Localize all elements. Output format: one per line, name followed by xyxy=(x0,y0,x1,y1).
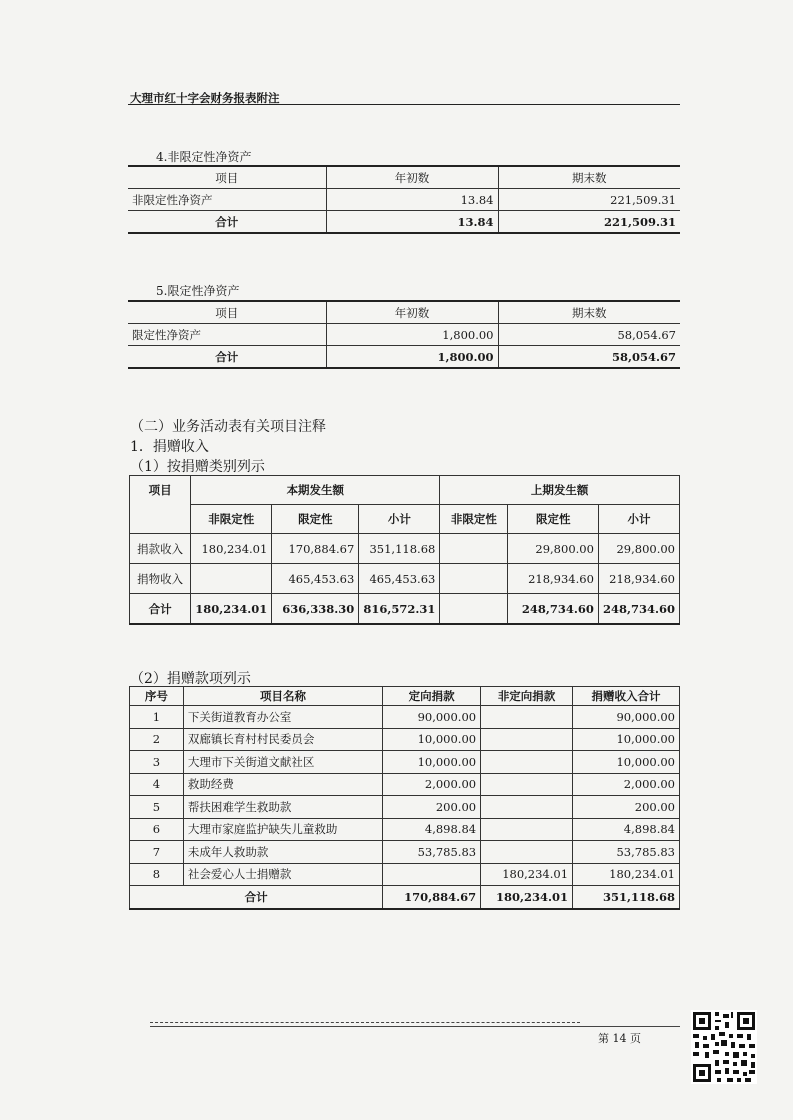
footer-rule xyxy=(150,1026,680,1027)
row-total: 10,000.00 xyxy=(573,728,680,751)
col-header-name: 项目名称 xyxy=(183,687,382,706)
total-value: 248,734.60 xyxy=(598,594,679,625)
row-no: 4 xyxy=(130,773,184,796)
row-total: 53,785.83 xyxy=(573,841,680,864)
row-undirected xyxy=(481,796,573,819)
total-value: 248,734.60 xyxy=(508,594,598,625)
total-label: 合计 xyxy=(128,211,326,234)
donation-list-title: （2）捐赠款项列示 xyxy=(130,671,251,687)
cell-value: 465,453.63 xyxy=(359,564,440,594)
row-name: 帮扶困难学生救助款 xyxy=(183,796,382,819)
cell-value: 170,884.67 xyxy=(272,534,359,564)
col-header-item: 项目 xyxy=(130,476,191,534)
cell-value xyxy=(191,564,272,594)
total-label: 合计 xyxy=(130,886,383,909)
total-sum: 351,118.68 xyxy=(573,886,680,909)
table-header-row xyxy=(130,476,680,505)
table-subheader-row xyxy=(130,505,680,534)
table-row xyxy=(130,706,680,729)
part2-sub1a: （1）按捐赠类别列示 xyxy=(130,459,265,475)
table-row xyxy=(130,796,680,819)
cell-value: 29,800.00 xyxy=(598,534,679,564)
row-directed: 2,000.00 xyxy=(383,773,481,796)
row-undirected xyxy=(481,706,573,729)
table-row xyxy=(130,534,680,564)
sub-col-header: 限定性 xyxy=(272,505,359,534)
row-directed: 10,000.00 xyxy=(383,751,481,774)
row-no: 5 xyxy=(130,796,184,819)
col-header-prior: 上期发生额 xyxy=(440,476,680,505)
cell-value: 29,800.00 xyxy=(508,534,598,564)
header-rule xyxy=(128,104,680,105)
table-row xyxy=(130,751,680,774)
total-value: 180,234.01 xyxy=(191,594,272,625)
sub-col-header: 限定性 xyxy=(508,505,598,534)
row-name: 大理市下关街道文献社区 xyxy=(183,751,382,774)
total-value: 636,338.30 xyxy=(272,594,359,625)
total-end: 58,054.67 xyxy=(498,346,680,369)
cell-value: 351,118.68 xyxy=(359,534,440,564)
cell-value: 465,453.63 xyxy=(272,564,359,594)
row-no: 3 xyxy=(130,751,184,774)
row-name: 未成年人救助款 xyxy=(183,841,382,864)
footer-dashed-rule xyxy=(150,1022,580,1023)
donation-list-table xyxy=(129,686,680,910)
cell-value: 218,934.60 xyxy=(598,564,679,594)
row-directed: 10,000.00 xyxy=(383,728,481,751)
col-header-total: 捐赠收入合计 xyxy=(573,687,680,706)
donation-by-type-table xyxy=(129,475,680,625)
table-header-row xyxy=(130,687,680,706)
row-item: 捐款收入 xyxy=(130,534,191,564)
row-name: 社会爱心人士捐赠款 xyxy=(183,863,382,886)
sub-col-header: 非限定性 xyxy=(440,505,508,534)
row-name: 双廊镇长育村村民委员会 xyxy=(183,728,382,751)
total-undirected: 180,234.01 xyxy=(481,886,573,909)
row-no: 1 xyxy=(130,706,184,729)
cell-value xyxy=(440,534,508,564)
row-undirected xyxy=(481,841,573,864)
total-begin: 13.84 xyxy=(326,211,498,234)
table-row xyxy=(130,564,680,594)
sub-col-header: 小计 xyxy=(598,505,679,534)
row-begin: 1,800.00 xyxy=(326,324,498,346)
section5-title: 5.限定性净资产 xyxy=(156,284,240,298)
total-value xyxy=(440,594,508,625)
table-header-row xyxy=(128,166,680,189)
row-directed: 53,785.83 xyxy=(383,841,481,864)
row-item: 捐物收入 xyxy=(130,564,191,594)
row-end: 221,509.31 xyxy=(498,189,680,211)
row-undirected xyxy=(481,751,573,774)
document-header-title: 大理市红十字会财务报表附注 xyxy=(130,91,280,105)
row-no: 6 xyxy=(130,818,184,841)
sub-col-header: 非限定性 xyxy=(191,505,272,534)
row-no: 7 xyxy=(130,841,184,864)
row-end: 58,054.67 xyxy=(498,324,680,346)
row-directed: 200.00 xyxy=(383,796,481,819)
row-name: 下关街道教育办公室 xyxy=(183,706,382,729)
sub-col-header: 小计 xyxy=(359,505,440,534)
total-directed: 170,884.67 xyxy=(383,886,481,909)
row-undirected xyxy=(481,773,573,796)
row-total: 2,000.00 xyxy=(573,773,680,796)
row-total: 180,234.01 xyxy=(573,863,680,886)
row-total: 10,000.00 xyxy=(573,751,680,774)
section5-table xyxy=(128,300,680,369)
row-name: 救助经费 xyxy=(183,773,382,796)
row-no: 8 xyxy=(130,863,184,886)
total-row xyxy=(128,346,680,369)
row-total: 200.00 xyxy=(573,796,680,819)
row-undirected xyxy=(481,728,573,751)
table-row xyxy=(130,728,680,751)
cell-value xyxy=(440,564,508,594)
part2-sub1: 1．捐赠收入 xyxy=(130,439,209,455)
row-total: 4,898.84 xyxy=(573,818,680,841)
page-number: 第 14 页 xyxy=(598,1032,641,1045)
row-directed xyxy=(383,863,481,886)
col-header-item: 项目 xyxy=(128,166,326,189)
total-label: 合计 xyxy=(130,594,191,625)
table-row xyxy=(130,863,680,886)
row-begin: 13.84 xyxy=(326,189,498,211)
section4-table xyxy=(128,165,680,234)
row-directed: 4,898.84 xyxy=(383,818,481,841)
table-row xyxy=(130,818,680,841)
col-header-no: 序号 xyxy=(130,687,184,706)
row-name: 大理市家庭监护缺失儿童救助 xyxy=(183,818,382,841)
col-header-current: 本期发生额 xyxy=(191,476,440,505)
table-header-row xyxy=(128,301,680,324)
row-no: 2 xyxy=(130,728,184,751)
cell-value: 218,934.60 xyxy=(508,564,598,594)
total-label: 合计 xyxy=(128,346,326,369)
total-begin: 1,800.00 xyxy=(326,346,498,369)
row-item: 非限定性净资产 xyxy=(128,189,326,211)
table-row xyxy=(130,841,680,864)
row-total: 90,000.00 xyxy=(573,706,680,729)
row-item: 限定性净资产 xyxy=(128,324,326,346)
total-row xyxy=(130,886,680,909)
col-header-end: 期末数 xyxy=(498,301,680,324)
col-header-begin: 年初数 xyxy=(326,166,498,189)
col-header-end: 期末数 xyxy=(498,166,680,189)
total-row xyxy=(130,594,680,625)
row-undirected: 180,234.01 xyxy=(481,863,573,886)
table-row xyxy=(128,324,680,346)
part2-title: （二）业务活动表有关项目注释 xyxy=(130,419,326,435)
total-value: 816,572.31 xyxy=(359,594,440,625)
col-header-directed: 定向捐款 xyxy=(383,687,481,706)
section4-title: 4.非限定性净资产 xyxy=(156,150,252,164)
table-row xyxy=(128,189,680,211)
row-undirected xyxy=(481,818,573,841)
table-row xyxy=(130,773,680,796)
qr-code-icon xyxy=(691,1010,757,1084)
col-header-item: 项目 xyxy=(128,301,326,324)
col-header-undirected: 非定向捐款 xyxy=(481,687,573,706)
col-header-begin: 年初数 xyxy=(326,301,498,324)
row-directed: 90,000.00 xyxy=(383,706,481,729)
cell-value: 180,234.01 xyxy=(191,534,272,564)
total-end: 221,509.31 xyxy=(498,211,680,234)
total-row xyxy=(128,211,680,234)
